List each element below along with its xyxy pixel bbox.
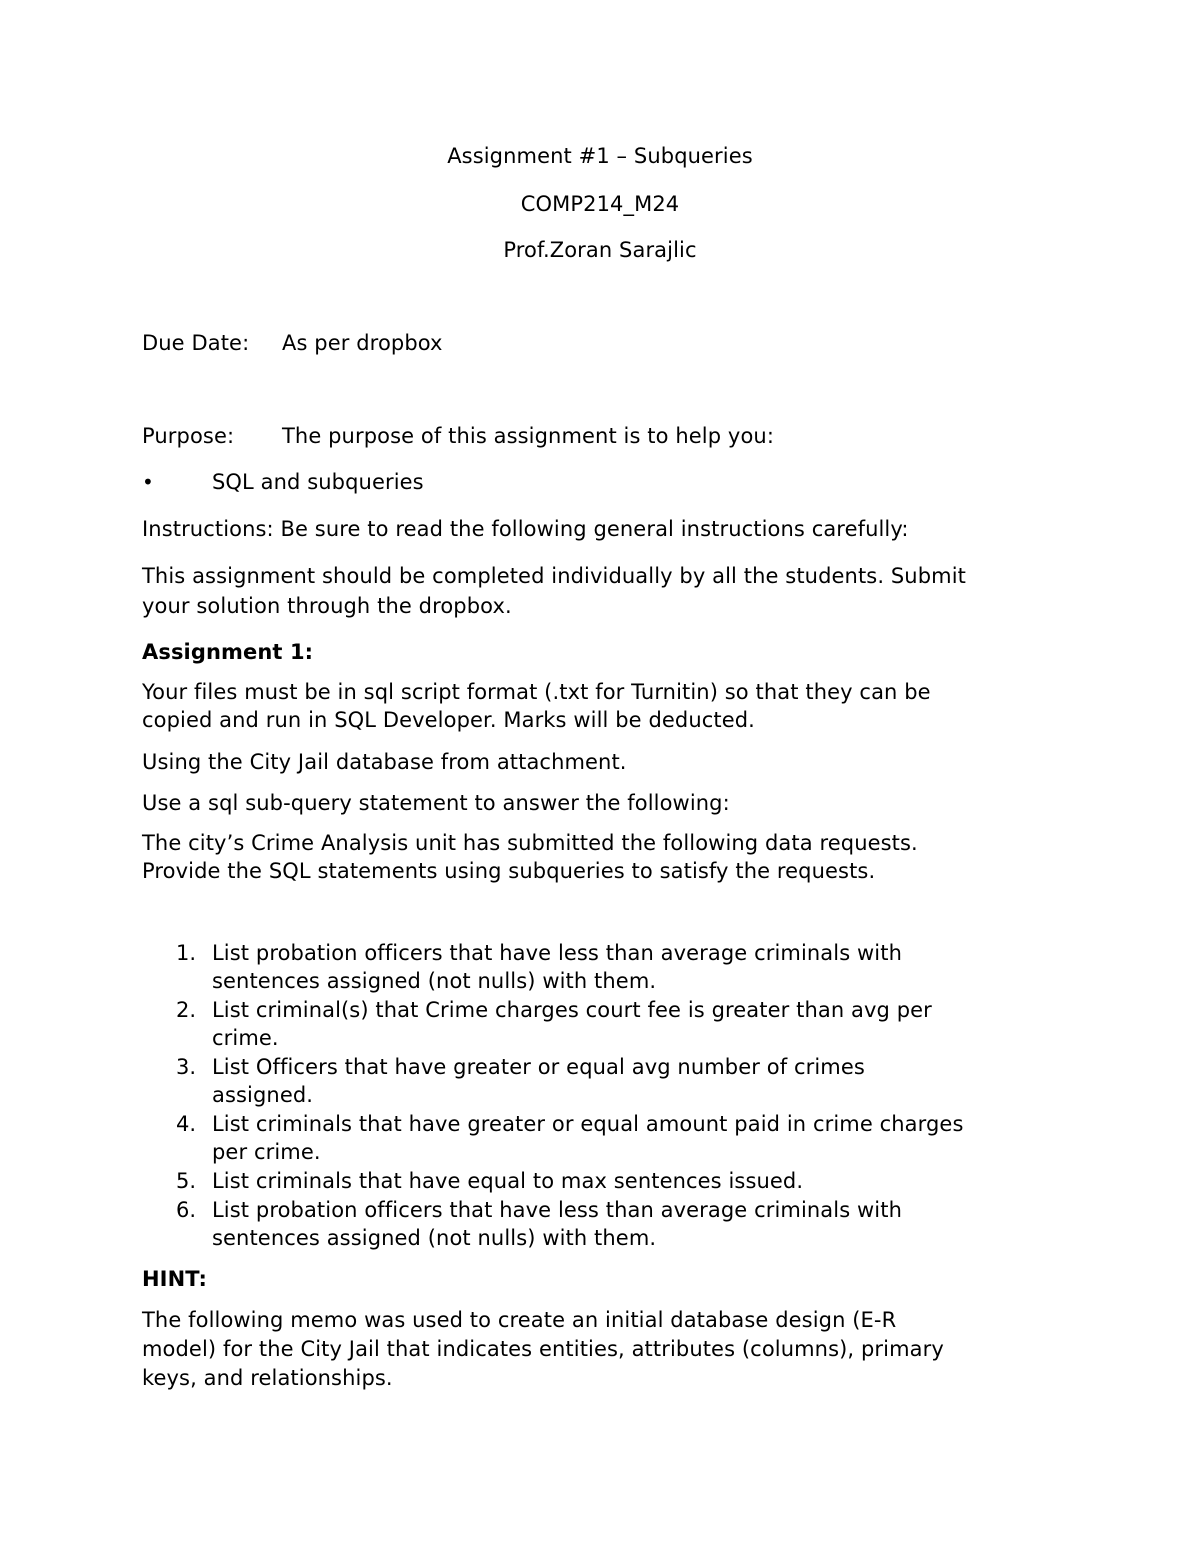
- bullet-icon: •: [142, 470, 154, 494]
- task-1-number: 1.: [176, 941, 197, 965]
- task-4-line-1: List criminals that have greater or equal amount paid in crime charges: [212, 1112, 964, 1136]
- task-1-line-1: List probation officers that have less than average criminals with: [212, 941, 902, 965]
- task-1-line-2: sentences assigned (not nulls) with them.: [212, 969, 657, 993]
- course-code: COMP214_M24: [520, 192, 680, 216]
- instructions-body-line-1: This assignment should be completed individually by all the students. Submit: [142, 564, 966, 588]
- subquery-line: Use a sql sub-query statement to answer the following:: [142, 791, 730, 815]
- format-line-2: copied and run in SQL Developer. Marks will be deducted.: [142, 708, 755, 732]
- requests-line-1: The city’s Crime Analysis unit has submitted the following data requests.: [142, 831, 918, 855]
- task-3-line-1: List Officers that have greater or equal avg number of crimes: [212, 1055, 865, 1079]
- hint-line-3: keys, and relationships.: [142, 1366, 393, 1390]
- hint-line-1: The following memo was used to create an initial database design (E-R: [142, 1308, 897, 1332]
- due-date-label: Due Date:: [142, 331, 250, 355]
- task-2-number: 2.: [176, 998, 197, 1022]
- purpose-text: The purpose of this assignment is to help you:: [282, 424, 774, 448]
- task-6-line-1: List probation officers that have less than average criminals with: [212, 1198, 902, 1222]
- due-date-value: As per dropbox: [282, 331, 443, 355]
- assignment-title: Assignment #1 – Subqueries: [447, 144, 753, 168]
- database-line: Using the City Jail database from attachment.: [142, 750, 627, 774]
- format-line-1: Your files must be in sql script format (.txt for Turnitin) so that they can be: [142, 680, 931, 704]
- task-4-line-2: per crime.: [212, 1140, 321, 1164]
- task-4-number: 4.: [176, 1112, 197, 1136]
- hint-line-2: model) for the City Jail that indicates entities, attributes (columns), primary: [142, 1337, 944, 1361]
- purpose-label: Purpose:: [142, 424, 235, 448]
- task-5-line-1: List criminals that have equal to max sentences issued.: [212, 1169, 804, 1193]
- task-2-line-2: crime.: [212, 1026, 279, 1050]
- task-5-number: 5.: [176, 1169, 197, 1193]
- task-6-line-2: sentences assigned (not nulls) with them.: [212, 1226, 657, 1250]
- professor-name: Prof.Zoran Sarajlic: [503, 238, 697, 262]
- task-6-number: 6.: [176, 1198, 197, 1222]
- task-3-line-2: assigned.: [212, 1083, 314, 1107]
- task-3-number: 3.: [176, 1055, 197, 1079]
- purpose-bullet-item: SQL and subqueries: [212, 470, 424, 494]
- assignment-heading: Assignment 1:: [142, 640, 314, 664]
- hint-heading: HINT:: [142, 1267, 208, 1291]
- instructions-body-line-2: your solution through the dropbox.: [142, 594, 512, 618]
- task-2-line-1: List criminal(s) that Crime charges court fee is greater than avg per: [212, 998, 932, 1022]
- instructions-line: Instructions: Be sure to read the following general instructions carefully:: [142, 517, 909, 541]
- requests-line-2: Provide the SQL statements using subqueries to satisfy the requests.: [142, 859, 876, 883]
